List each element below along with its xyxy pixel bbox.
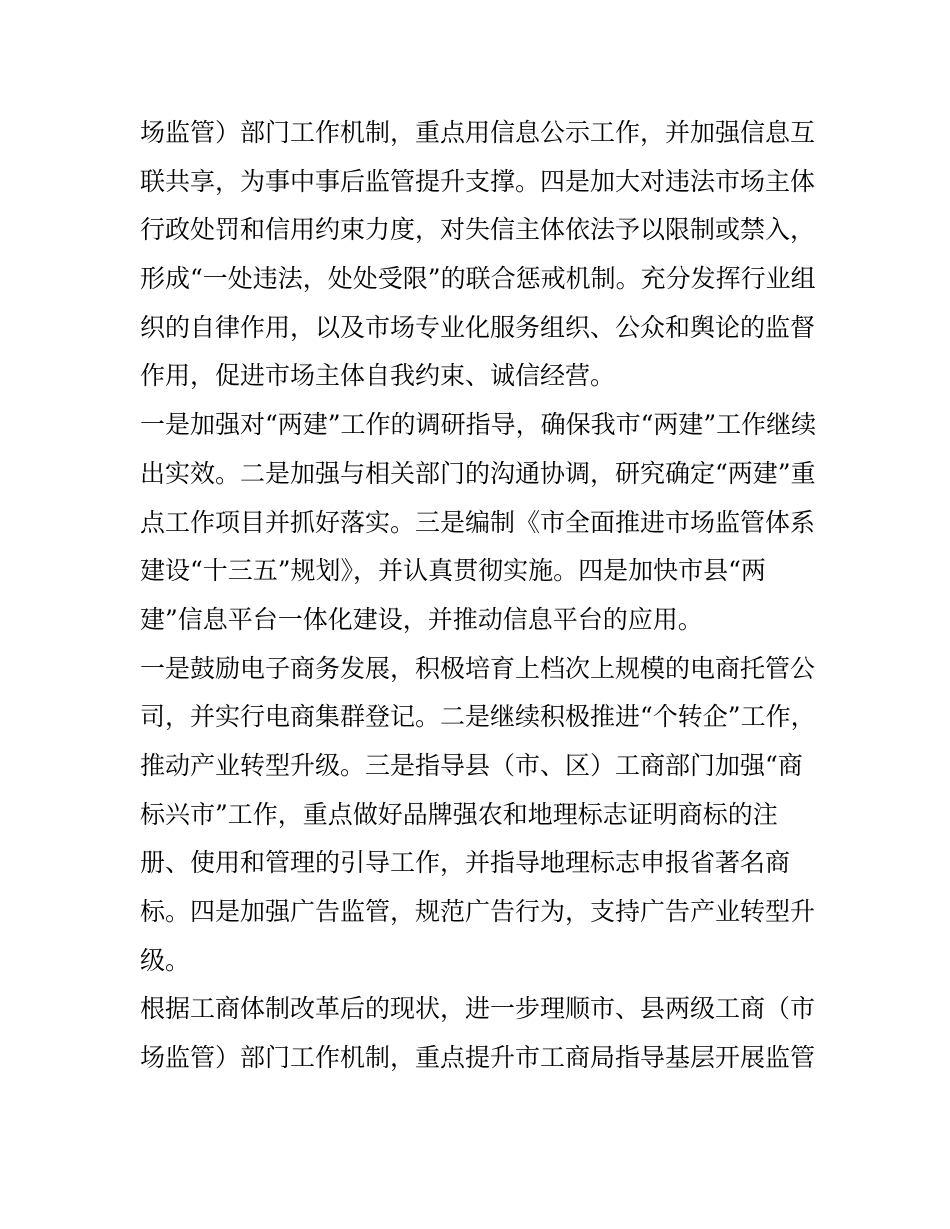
text-line: 级。: [140, 945, 191, 975]
text-line: 点工作项目并抓好落实。三是编制《市全面推进市场监管体系: [140, 507, 816, 537]
text-line: 联共享，为事中事后监管提升支撑。四是加大对违法市场主体: [140, 166, 816, 196]
text-line: 标。四是加强广告监管，规范广告行为，支持广告产业转型升: [140, 897, 816, 926]
text-line: 形成“一处违法，处处受限”的联合惩戒机制。充分发挥行业组: [140, 264, 816, 294]
text-line: 推动产业转型升级。三是指导县（市、区）工商部门加强“商: [140, 750, 803, 780]
text-line: 册、使用和管理的引导工作，并指导地理标志申报省著名商: [140, 848, 791, 878]
text-line: 建设“十三五”规划》，并认真贯彻实施。四是加快市县“两: [140, 556, 766, 586]
text-line: 建”信息平台一体化建设，并推动信息平台的应用。: [140, 604, 703, 634]
body-text: [140, 109, 820, 1083]
text-line: 司，并实行电商集群登记。二是继续积极推进“个转企”工作，: [140, 702, 816, 732]
text-line: 标兴市”工作，重点做好品牌强农和地理标志证明商标的注: [140, 799, 778, 829]
text-line: 根据工商体制改革后的现状，进一步理顺市、县两级工商（市: [140, 994, 816, 1024]
text-line: 一是加强对“两建”工作的调研指导，确保我市“两建”工作继续: [140, 410, 817, 440]
text-line: 场监管）部门工作机制，重点用信息公示工作，并加强信息互: [140, 118, 816, 147]
text-line: 一是鼓励电子商务发展，积极培育上档次上规模的电商托管公: [140, 653, 816, 683]
text-line: 行政处罚和信用约束力度，对失信主体依法予以限制或禁入，: [140, 215, 816, 245]
text-line: 织的自律作用，以及市场专业化服务组织、公众和舆论的监督: [140, 312, 816, 342]
text-line: 场监管）部门工作机制，重点提升市工商局指导基层开展监管: [140, 1043, 816, 1073]
text-line: 出实效。二是加强与相关部门的沟通协调，研究确定“两建”重: [140, 458, 816, 488]
text-line: 作用，促进市场主体自我约束、诚信经营。: [140, 361, 616, 391]
